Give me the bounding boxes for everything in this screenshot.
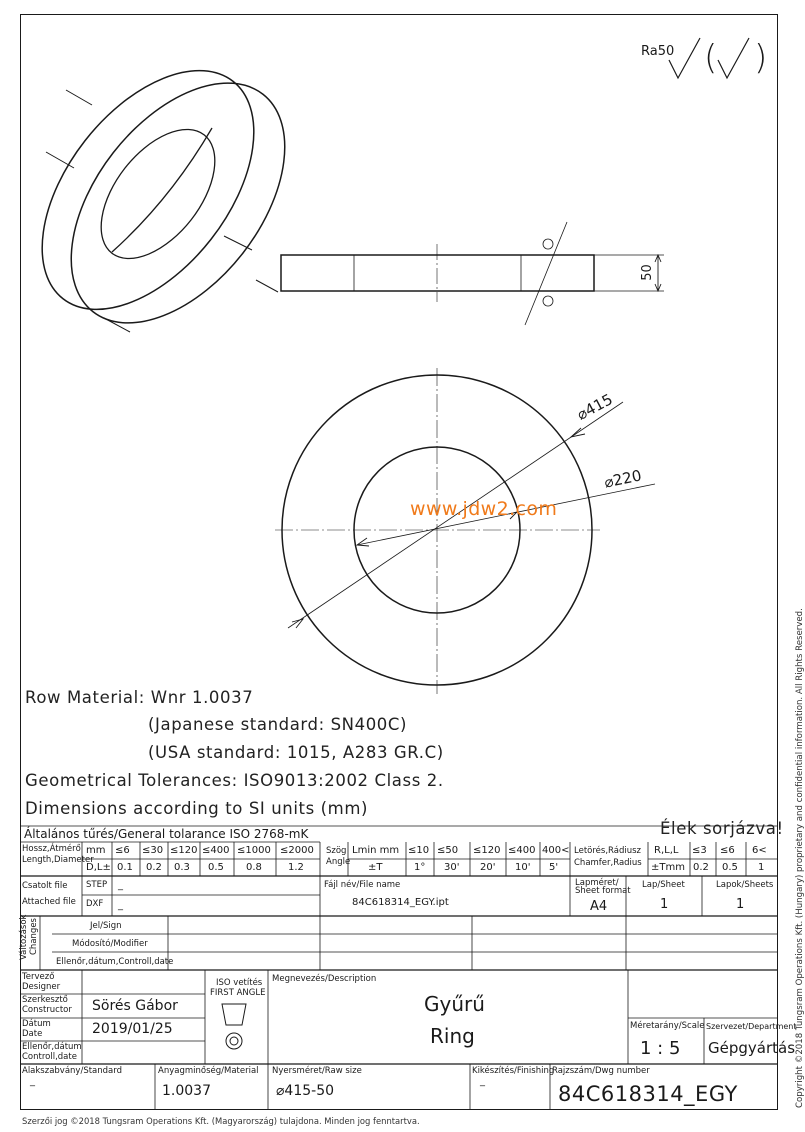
scale-label: Méretarány/Scale bbox=[630, 1021, 705, 1031]
drawing-number-label: Rajzszám/Dwg number bbox=[552, 1066, 650, 1076]
sheet-label: Lap/Sheet bbox=[642, 880, 685, 890]
constructor-name: Sörés Gábor bbox=[92, 998, 178, 1014]
tolerance-chamfer-label-2: Chamfer,Radius bbox=[574, 858, 642, 868]
changes-modifier: Módosító/Modifier bbox=[72, 939, 148, 949]
raw-size-label: Nyersméret/Raw size bbox=[272, 1066, 362, 1076]
dimension-thickness: 50 bbox=[639, 264, 655, 281]
tolerance-angle-value: 30' bbox=[444, 862, 460, 873]
material-label: Anyagminőség/Material bbox=[158, 1066, 259, 1076]
dimension-outer-diameter: ⌀415 bbox=[573, 390, 616, 424]
tolerance-chamfer-value: 0.5 bbox=[722, 862, 738, 873]
tolerance-length-value: 0.8 bbox=[246, 862, 262, 873]
iso-projection-label-1: ISO vetítés bbox=[216, 978, 263, 988]
tolerance-length-head: ≤30 bbox=[142, 845, 164, 856]
tolerance-angle-value: 5' bbox=[549, 862, 559, 873]
date-label-1: Dátum bbox=[22, 1019, 51, 1029]
tolerance-length-head: ≤1000 bbox=[237, 845, 271, 856]
attached-dxf: DXF bbox=[86, 899, 104, 909]
tolerance-chamfer-value: 1 bbox=[758, 862, 765, 873]
department-value: Gépgyártás bbox=[708, 1039, 796, 1057]
sheet-number: 1 bbox=[660, 897, 669, 912]
changes-check: Ellenőr,dátum,Controll,date bbox=[56, 957, 174, 967]
scale-value: 1 : 5 bbox=[640, 1038, 681, 1059]
tolerance-chamfer-head: ≤3 bbox=[692, 845, 707, 856]
copyright-side: Copyright ©2018 Tungsram Operations Kft. (Hungary) proprietary and confidential information. All Rights Reserved. bbox=[795, 608, 805, 1108]
raw-size-value: ⌀415-50 bbox=[276, 1083, 335, 1099]
tolerance-length-label-2: Length,Diameter bbox=[22, 855, 94, 865]
description-en: Ring bbox=[430, 1024, 475, 1048]
roughness-bracket-open: ( bbox=[704, 38, 718, 78]
tolerance-chamfer-head: ≤6 bbox=[720, 845, 735, 856]
tolerance-angle-value: 1° bbox=[414, 862, 426, 873]
tolerance-rl: R,L,L bbox=[654, 845, 679, 856]
control-label-1: Ellenőr,dátum bbox=[22, 1042, 82, 1052]
changes-sign: Jel/Sign bbox=[90, 921, 122, 931]
sheets-count: 1 bbox=[736, 897, 745, 912]
tolerance-lmin: Lmin mm bbox=[352, 845, 400, 856]
tolerance-length-head: ≤400 bbox=[202, 845, 230, 856]
standard-value: _ bbox=[30, 1076, 35, 1087]
tolerance-pm-t: ±T bbox=[368, 862, 383, 873]
watermark: www.jdw2.com bbox=[410, 498, 558, 520]
top-view bbox=[275, 368, 655, 694]
changes-side-2: Changes bbox=[29, 918, 39, 955]
copyright-footer: Szerzői jog ©2018 Tungsram Operations Kft. (Magyarország) tulajdona. Minden jog fenntartva. bbox=[22, 1116, 420, 1126]
description-label: Megnevezés/Description bbox=[272, 974, 377, 984]
attached-step: STEP bbox=[86, 880, 108, 890]
tolerance-length-value: 0.5 bbox=[208, 862, 224, 873]
tolerance-angle-value: 10' bbox=[515, 862, 531, 873]
attached-label-2: Attached file bbox=[22, 897, 76, 907]
attached-step-value: _ bbox=[118, 880, 123, 891]
changes-side-1: Változások bbox=[19, 914, 29, 960]
department-label: Szervezet/Department bbox=[706, 1022, 797, 1031]
tolerance-angle-label-1: Szög bbox=[326, 846, 347, 856]
designer-label-2: Designer bbox=[22, 982, 61, 992]
tolerance-dl: D,L± bbox=[86, 862, 111, 873]
attached-dxf-value: _ bbox=[118, 900, 123, 911]
side-view bbox=[281, 222, 664, 325]
file-name-label: Fájl név/File name bbox=[324, 880, 401, 890]
note-edges: Élek sorjázva! bbox=[660, 819, 784, 838]
designer-label-1: Tervező bbox=[22, 972, 55, 982]
tolerance-angle-head: ≤10 bbox=[408, 845, 430, 856]
date-value: 2019/01/25 bbox=[92, 1021, 173, 1037]
tolerance-length-head: ≤2000 bbox=[280, 845, 314, 856]
tolerance-chamfer-label-1: Letörés,Rádiusz bbox=[574, 846, 641, 856]
tolerance-angle-value: 20' bbox=[480, 862, 496, 873]
tolerance-angle-head: 400< bbox=[542, 845, 570, 856]
tolerance-mm: mm bbox=[86, 845, 106, 856]
tolerance-angle-head: ≤50 bbox=[437, 845, 459, 856]
tolerance-length-head: ≤6 bbox=[115, 845, 130, 856]
isometric-view bbox=[0, 32, 328, 362]
description-hu: Gyűrű bbox=[424, 992, 485, 1016]
note-geometrical: Geometrical Tolerances: ISO9013:2002 Class 2. bbox=[25, 771, 444, 790]
tolerance-length-label-1: Hossz,Átmérő bbox=[22, 844, 81, 854]
tolerance-angle-head: ≤120 bbox=[473, 845, 501, 856]
tolerance-title: Általános tűrés/General tolarance ISO 2768-mK bbox=[24, 827, 309, 841]
control-label-2: Controll,date bbox=[22, 1052, 77, 1062]
drawing-number: 84C618314_EGY bbox=[558, 1082, 738, 1106]
sheet-format: A4 bbox=[590, 899, 608, 914]
iso-projection-label-2: FIRST ANGLE bbox=[210, 988, 266, 998]
constructor-label-2: Constructor bbox=[22, 1005, 72, 1015]
tolerance-length-head: ≤120 bbox=[170, 845, 198, 856]
tolerance-length-value: 0.2 bbox=[146, 862, 162, 873]
dimension-inner-diameter: ⌀220 bbox=[602, 466, 644, 492]
standard-label: Alakszabvány/Standard bbox=[22, 1066, 122, 1076]
tolerance-length-value: 0.3 bbox=[174, 862, 190, 873]
date-label-2: Date bbox=[22, 1029, 43, 1039]
constructor-label-1: Szerkesztő bbox=[22, 995, 68, 1005]
roughness-bracket-close: ) bbox=[754, 38, 768, 78]
tolerance-chamfer-value: 0.2 bbox=[693, 862, 709, 873]
material-value: 1.0037 bbox=[162, 1083, 211, 1099]
note-japan: (Japanese standard: SN400C) bbox=[148, 715, 408, 734]
tolerance-angle-head: ≤400 bbox=[508, 845, 536, 856]
tolerance-angle-label-2: Angle bbox=[326, 857, 351, 867]
note-material: Row Material: Wnr 1.0037 bbox=[25, 688, 254, 707]
file-name: 84C618314_EGY.ipt bbox=[352, 897, 449, 908]
attached-label-1: Csatolt file bbox=[22, 881, 68, 891]
first-angle-symbol bbox=[222, 1004, 246, 1049]
sheet-format-label-1: Lapméret/ bbox=[575, 878, 619, 888]
tolerance-length-value: 0.1 bbox=[117, 862, 133, 873]
finishing-value: _ bbox=[480, 1076, 485, 1087]
sheet-format-label-2: Sheet format bbox=[575, 886, 631, 896]
tolerance-pm-tmm: ±Tmm bbox=[651, 862, 685, 873]
finishing-label: Kikészítés/Finishing bbox=[472, 1066, 555, 1076]
tolerance-length-value: 1.2 bbox=[288, 862, 304, 873]
roughness-label: Ra50 bbox=[641, 44, 675, 59]
note-units: Dimensions according to SI units (mm) bbox=[25, 799, 369, 818]
tolerance-chamfer-head: 6< bbox=[752, 845, 767, 856]
note-usa: (USA standard: 1015, A283 GR.C) bbox=[148, 743, 444, 762]
sheets-label: Lapok/Sheets bbox=[716, 880, 774, 890]
